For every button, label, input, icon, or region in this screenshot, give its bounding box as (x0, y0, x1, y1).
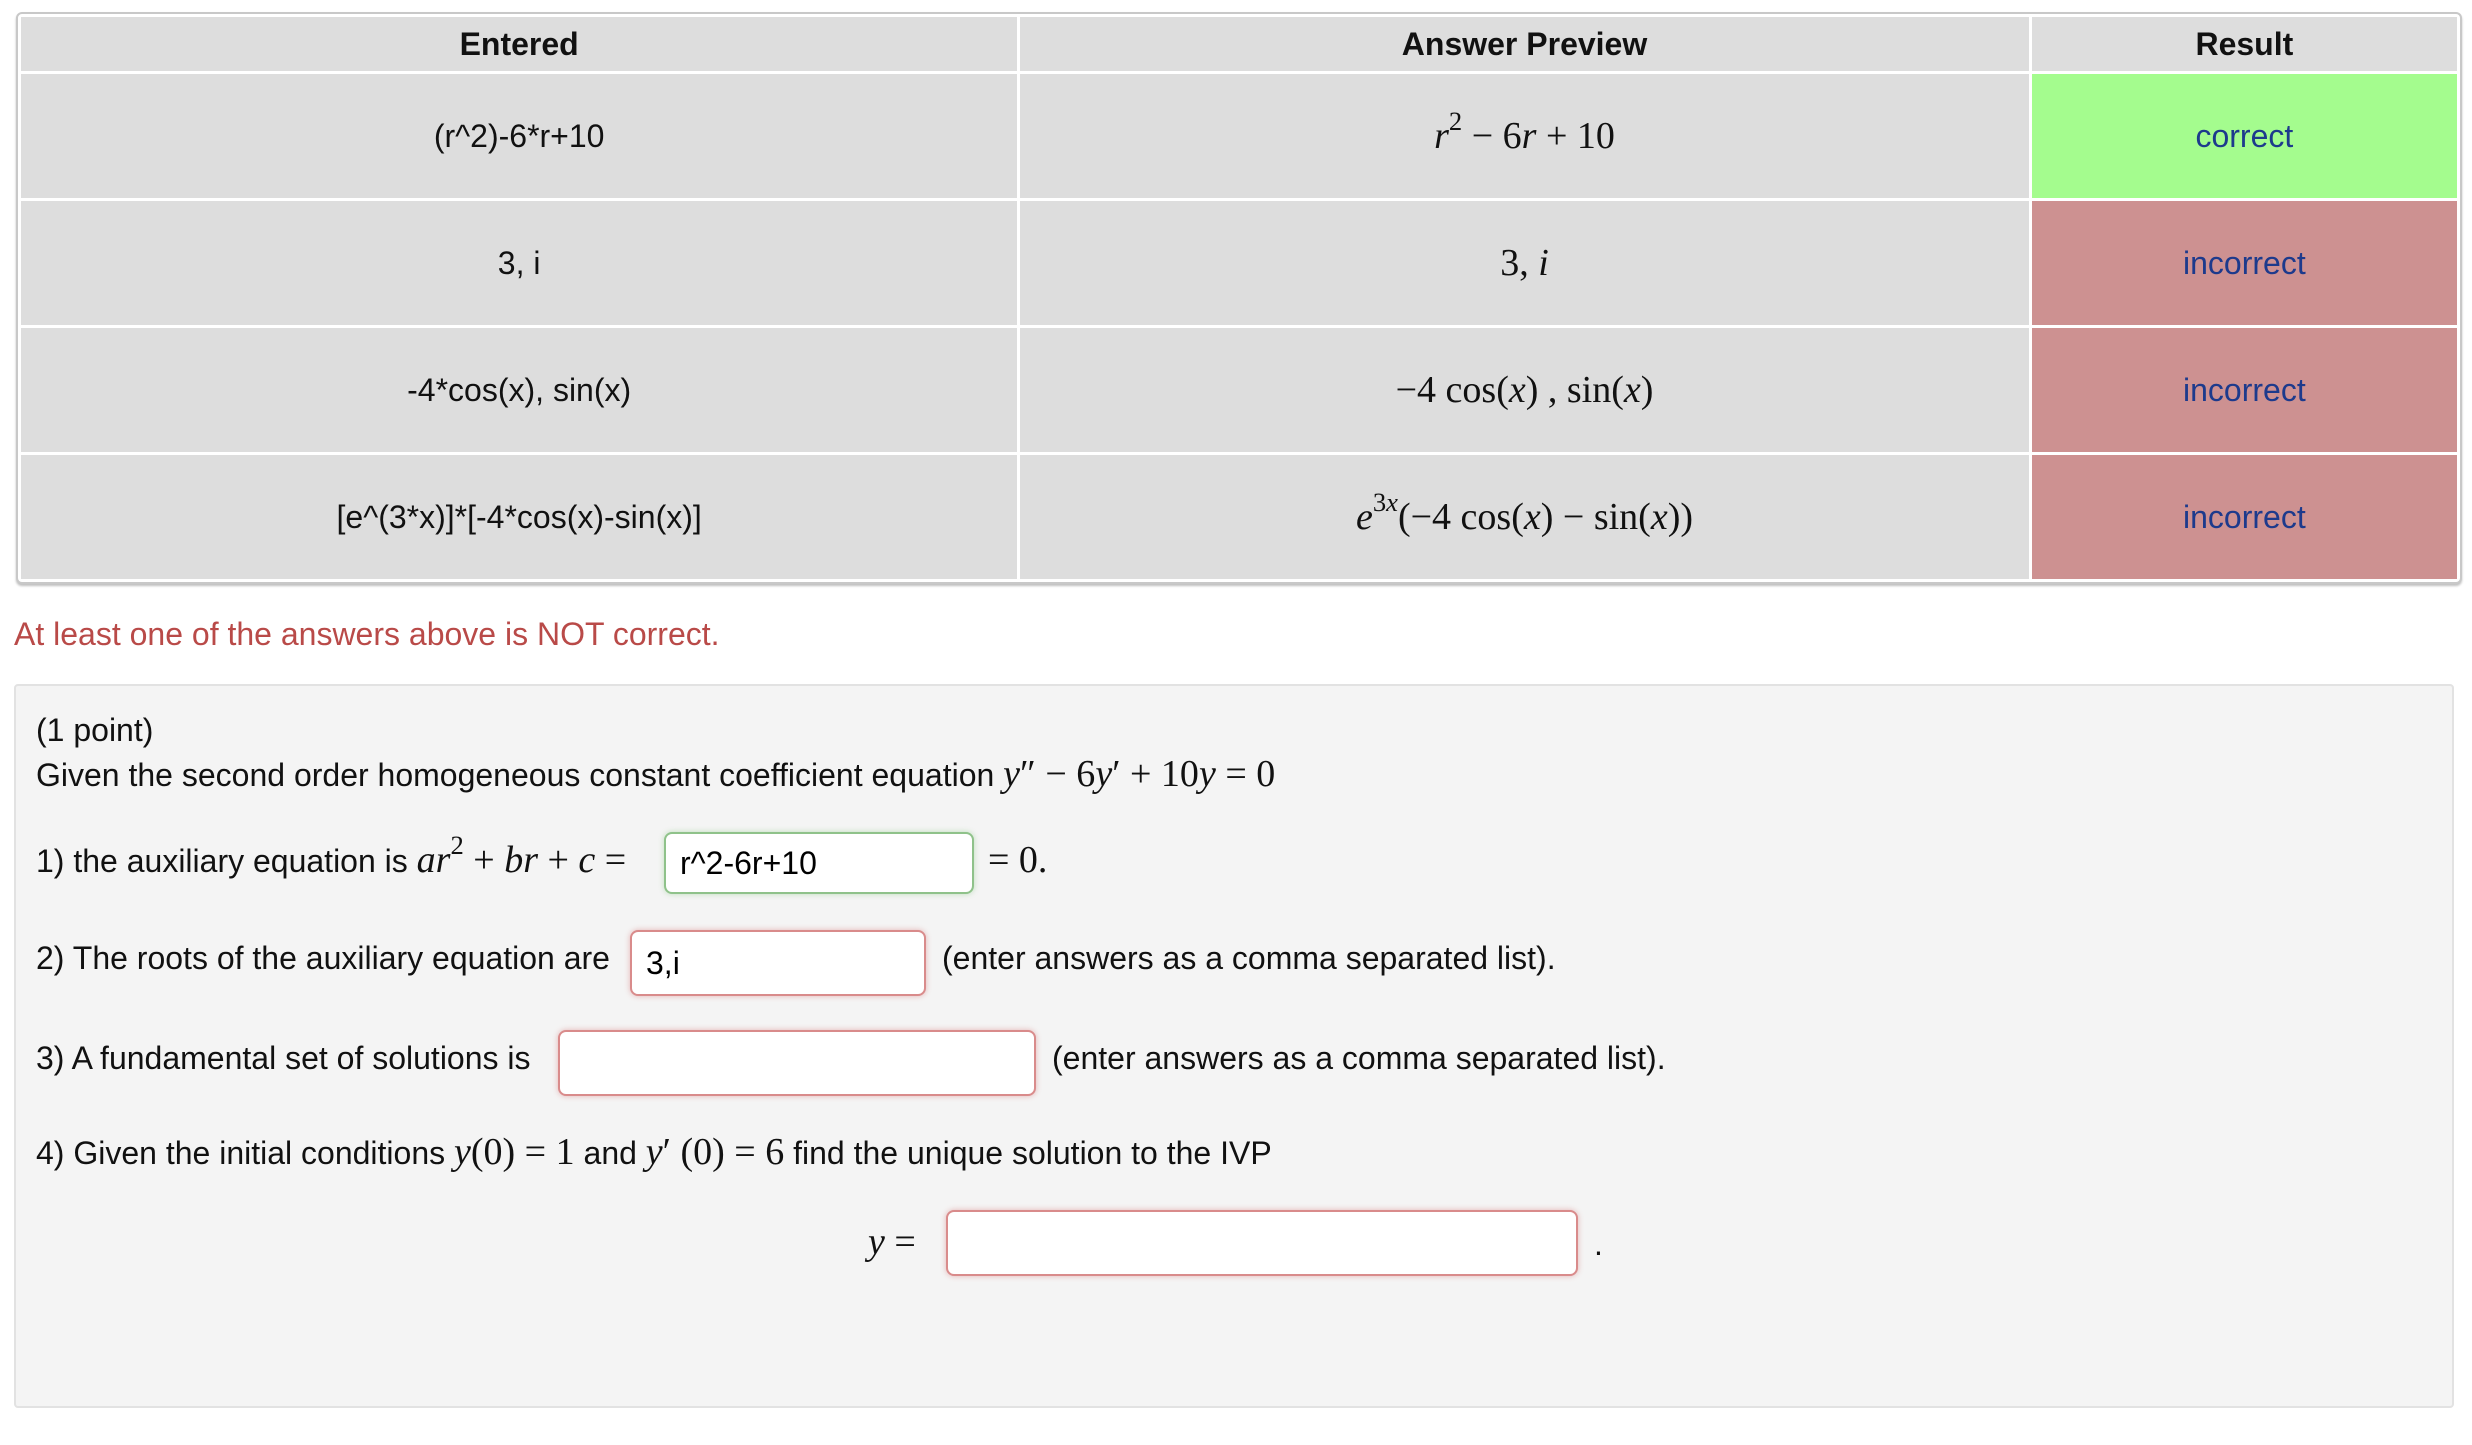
q3-label: 3) A fundamental set of solutions is (36, 1040, 531, 1076)
result-cell-correct: correct (2032, 74, 2457, 198)
preview-cell: $e^{3x}(-4$ cos(x) − sin(x)) (1020, 455, 2028, 579)
q2-label: 2) The roots of the auxiliary equation are (36, 940, 610, 976)
header-answer-preview: Answer Preview (1020, 17, 2028, 71)
preview-cell: 3, i (1020, 201, 2028, 325)
preview-cell: −4 cos(x) , sin(x) (1020, 328, 2028, 452)
q4-label: 4) Given the initial conditions y(0) = 1 and y′ (0) = 6 find the unique solution to the IVP (36, 1131, 1272, 1173)
result-cell-incorrect: incorrect (2032, 201, 2457, 325)
y-equals-label: y = (868, 1221, 916, 1263)
ivp-period: . (1594, 1226, 1603, 1262)
header-result: Result (2032, 17, 2457, 71)
fundamental-set-input[interactable] (558, 1030, 1036, 1096)
point-value: (1 point) (36, 712, 154, 748)
entered-cell: [e^(3*x)]*[-4*cos(x)-sin(x)] (21, 455, 1017, 579)
results-row (21, 201, 2457, 325)
ivp-solution-input[interactable] (946, 1210, 1578, 1276)
q2-hint: (enter answers as a comma separated list). (942, 940, 1556, 976)
header-entered: Entered (21, 17, 1017, 71)
results-header-row (21, 17, 2457, 71)
q1-label: 1) the auxiliary equation is $ar^2$ + br + c = (36, 830, 627, 881)
initial-condition-1: y(0) = 1 (454, 1131, 575, 1173)
result-cell-incorrect: incorrect (2032, 455, 2457, 579)
problem-statement (36, 752, 1275, 796)
roots-input[interactable] (630, 930, 926, 996)
results-row (21, 328, 2457, 452)
results-table (16, 12, 2462, 584)
results-row (21, 74, 2457, 198)
entered-cell: 3, i (21, 201, 1017, 325)
problem-panel (14, 684, 2454, 1408)
auxiliary-form: $ar^2$ + br + c = (416, 830, 627, 881)
q3-hint: (enter answers as a comma separated list). (1052, 1040, 1666, 1076)
initial-condition-2: y′ (0) = 6 (645, 1131, 785, 1173)
preview-cell: $r^2 - 6r + 10$ (1020, 74, 2028, 198)
entered-cell: -4*cos(x), sin(x) (21, 328, 1017, 452)
answer-status-message: At least one of the answers above is NOT correct. (14, 616, 720, 652)
q1-suffix: = 0. (988, 839, 1048, 881)
auxiliary-equation-input[interactable] (664, 832, 974, 894)
result-cell-incorrect: incorrect (2032, 328, 2457, 452)
problem-intro: Given the second order homogeneous constant coefficient equation (36, 757, 995, 793)
differential-equation: y″ − 6y′ + 10y = 0 (1003, 753, 1276, 795)
results-row (21, 455, 2457, 579)
entered-cell: (r^2)-6*r+10 (21, 74, 1017, 198)
